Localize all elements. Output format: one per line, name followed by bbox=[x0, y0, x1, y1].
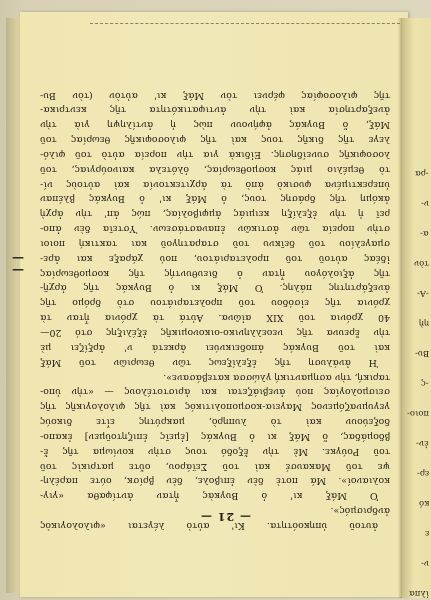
text-line: ἀκόμη τῆς δράσης τους, ὁ Μάξ κι' ὁ Βυγκάς βλέπαν bbox=[40, 193, 390, 205]
text-line: λοσοφικῆς συνείδησης. Εἰδικὰ για τὴν πορεία αὐτὸ τοῦ φιλό- bbox=[40, 148, 390, 160]
next-page-edge bbox=[402, 18, 431, 598]
next-page-fragment: ποιο- bbox=[406, 408, 429, 418]
text-line: Ἡ ἀνάλυση τῆς ἐξελίξεως τῶν θεωριῶν τοῦ Μάξ bbox=[40, 356, 378, 368]
next-page-fragment: α- bbox=[420, 228, 429, 238]
next-page-fragment: ἱλπα bbox=[408, 588, 429, 598]
text-line: τῆς ἀξιολόγου ἦταν ὁ διευθυντής τῆς κοσμοθεωρίας bbox=[40, 267, 390, 279]
text-line: γεγυμναζόμενος Μαγεια-κοσμοπολιτικός καὶ τῆς φιλολογικῆς τῆς bbox=[40, 401, 390, 413]
text-line: ρεῖ ἡ τὴν ἐξελίξη κειμιάς ἀμφιβολίας, πώς ἀπ' τὴν ἀρχὴ bbox=[40, 208, 390, 220]
text-line: ἀνεξαρτησία καὶ τὴν ἀντιφατικότητα τῆς κεντρικα- bbox=[40, 104, 390, 116]
text-line: λεγε τῆς δικῆς τους καὶ τῆς φιλοσοφικῆς θεωρίας τοῦ bbox=[40, 134, 390, 146]
page-top-edge bbox=[90, 23, 405, 25]
text-line: τὴν ἔρευνα τῆς νεοελληνικο-οικονομικῆς ἐξέλιξης στό 20— bbox=[40, 327, 390, 339]
text-line: τὸ θεμέλιο μιάς κοσμοθεωρίας, ὁλότελα καινούργιας, τοῦ bbox=[40, 163, 390, 175]
text-line: ἀυτοῦ ὑπηκοότητα. Κι' αὐτὸ λέγεται «φιλολογικὸς bbox=[40, 520, 378, 531]
text-line: δοξεύουν καὶ τὸ λυπηρὸ, μακρύτης εἶτε δικούς bbox=[40, 416, 390, 428]
margin-mark-1: — bbox=[12, 250, 24, 264]
text-line: κολιανοί». Μά ποτὲ δὲν ἐπιβολε, δὲν βρίσκ, ούτε παρέλη- bbox=[40, 475, 390, 487]
next-page-fragment: Βυ- bbox=[414, 348, 429, 358]
next-page-fragment: ε bbox=[424, 528, 429, 538]
next-page-fragment: κό bbox=[418, 498, 429, 508]
next-page-fragment: τὸν bbox=[414, 258, 429, 268]
margin-mark-2: — bbox=[12, 262, 24, 276]
next-page-fragment: -ς bbox=[421, 378, 429, 388]
text-line: χρόνια τῆς εἰσόδου τοῦ προλεταριάτου στὸ δρόμο τῆς bbox=[40, 297, 390, 309]
text-line: ψε τοῦ Μακαυσέ καὶ τοῦ Σεϊάρου, οὔτε ματρικὶς τοῦ bbox=[40, 460, 390, 472]
next-page-fragment: -Α- bbox=[417, 288, 429, 298]
next-page-fragment: ν- bbox=[420, 558, 429, 568]
next-page-fragment: ηὴ bbox=[418, 318, 429, 328]
next-page-fragment: ν- bbox=[420, 198, 429, 208]
text-line: στὴν πορεία τῶν ἀστικῶν ἐπαναστάσεων. Ὑστεῖα δὲν ἀπο- bbox=[40, 223, 390, 235]
text-line: ἀνεξάρτητης πάλης. Ὁ Μάξ κι ὁ Βυγκάς τῆς ἀρχῆ- bbox=[40, 282, 390, 294]
text-line: ὑπερεκτιμένα φυσικὸ ἀπὸ τὰ ἀρχιτεκτονία καὶ αὐτοὺς νί- bbox=[40, 178, 390, 190]
text-line: ἰδέας αὐτοῦ τοῦ προλεταριάτου, πού χάραξε και ἀρε- bbox=[40, 252, 390, 264]
page-number: — 21 — bbox=[200, 510, 251, 523]
text-line: ταρική, τὴν ασημαντική γλώσσα κατεβάσανε». bbox=[163, 371, 390, 383]
text-line: ἀνδρισμός». bbox=[330, 505, 390, 517]
text-line: 40 χρόνια τοῦ XIX αἰῶνα. Αὐτά τὰ χρόνια ἦταν τὰ bbox=[40, 312, 390, 324]
text-line: σεισμολογίας πού ἀνεβιάζεται και ἀριστοτέλους — «τὴν ὑπο- bbox=[40, 386, 390, 398]
text-line: τῆς φιλοσοφίας φέρνει τὸν Μάξ κι' αὐτὸν (τὸν Βυ- bbox=[40, 89, 390, 101]
text-line: καὶ τοῦ Βυγκάς ἀποδεικνύει ἀρκετά ν' ἀρξίζει μὲ bbox=[40, 341, 390, 353]
text-line: Ὁ Μάξ κι' ὁ Βυγκὰς ἦταν ἀντίφαθα «γιγ- bbox=[40, 490, 378, 502]
text-line: Μάξ, ὅ Βυγκάς ἀφήνουν πὼς ἡ ἀντίληψη γιὰ τὴν bbox=[40, 119, 390, 131]
next-page-fragment: -ρα bbox=[415, 168, 429, 178]
next-page-fragment: ερ- bbox=[416, 468, 429, 478]
page-text bbox=[40, 62, 390, 532]
text-line: σμαγελίου τοῦ δεῖκνυ τοῦ σταρατηγοῦ και τακτική ποιοι bbox=[40, 237, 390, 249]
next-page-fragment: ἐν- bbox=[416, 438, 429, 448]
text-line: βδομάδας, ὅ Μάξ κι ὁ Βυγκάς [ἐμεῖς ἐπιζητοῦμεν] ἐκαπο- bbox=[40, 430, 390, 442]
text-line: τοῦ Ρούγκε. Μὲ τὴν ἔξοδό τους στὴν κονίωμα τῆς ἔ- bbox=[40, 445, 390, 457]
